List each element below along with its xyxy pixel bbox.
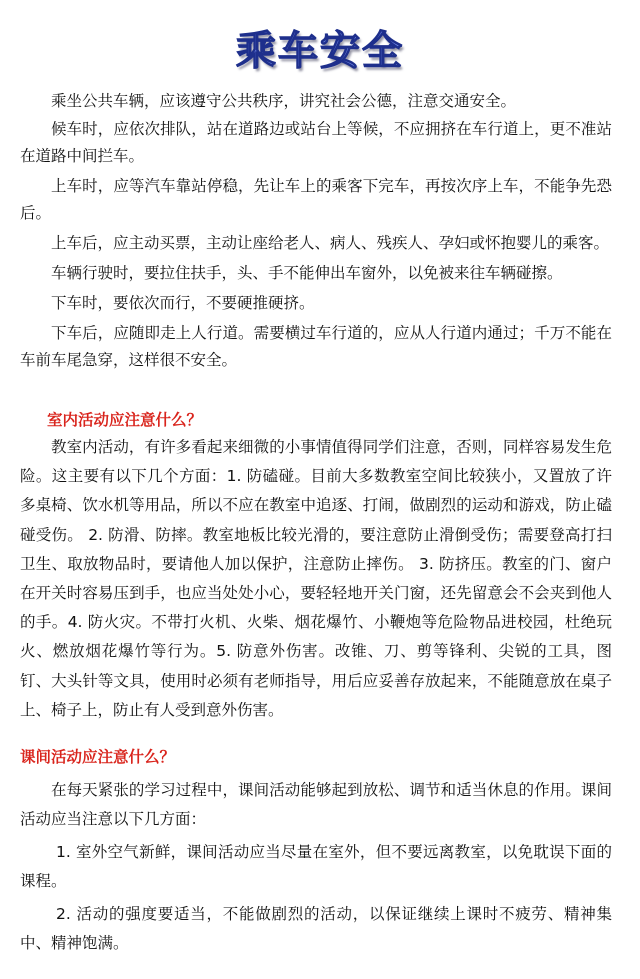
- break-activity-section: [20, 744, 612, 958]
- paragraph: 车辆行驶时，要拉住扶手，头、手不能伸出车窗外，以免被来往车辆碰擦。: [51, 264, 563, 282]
- section-heading-break: 课间活动应注意什么？: [20, 748, 176, 767]
- paragraph: 下车后，应随即走上人行道。需要横过车行道的，应从人行道内通过；千万不能在车前车尾急穿，这样很不安全。: [20, 324, 612, 369]
- list-item: 2. 活动的强度要适当，不能做剧烈的活动，以保证继续上课时不疲劳、精神集中、精神饱满。: [20, 905, 612, 953]
- bus-safety-section: [20, 88, 612, 374]
- paragraph: 上车后，应主动买票，主动让座给老人、病人、残疾人、孕妇或怀抱婴儿的乘客。: [51, 234, 610, 252]
- page-title: 乘车安全: [236, 28, 404, 74]
- section-heading-indoor: 室内活动应注意什么？: [47, 411, 203, 429]
- paragraph: 上车时，应等汽车靠站停稳，先让车上的乘客下完车，再按次序上车，不能争先恐后。: [20, 177, 612, 222]
- document-body: [20, 88, 612, 958]
- paragraph: 候车时，应依次排队，站在道路边或站台上等候，不应拥挤在车行道上，更不准站在道路中间拦车。: [20, 120, 612, 165]
- list-item: 1. 室外空气新鲜，课间活动应当尽量在室外，但不要远离教室，以免耽误下面的课程。: [20, 843, 612, 891]
- paragraph: 教室内活动，有许多看起来细微的小事情值得同学们注意，否则，同样容易发生危险。这主要有以下几个方面：1. 防磕碰。目前大多数教室空间比较狭小，又置放了许多桌椅、饮水机等用品，所以不应在教室中追逐、打闹，做剧烈的运动和游戏，防止磕碰受伤。 2. 防滑、防摔。教室地板比较光滑的，要注意防止滑倒受伤；需要登高打扫卫生、取放物品时，要请他人加以保护，注意防止摔伤。 3. 防挤压。教室的门、窗户在开关时容易压到手，也应当处处小心，要轻轻地开关门窗，还先留意会不会夹到他人的手。4. 防火灾。不带打火机、火柴、烟花爆竹、小鞭炮等危险物品进校园，杜绝玩火、燃放烟花爆竹等行为。5. 防意外伤害。改锥、刀、剪等锋利、尖锐的工具，图钉、大头针等文具，使用时必须有老师指导，用后应妥善存放起来，不能随意放在桌子上、椅子上，防止有人受到意外伤害。: [20, 438, 612, 719]
- paragraph: 在每天紧张的学习过程中，课间活动能够起到放松、调节和适当休息的作用。课间活动应当注意以下几方面：: [20, 781, 612, 829]
- paragraph: 下车时，要依次而行，不要硬推硬挤。: [51, 294, 315, 312]
- paragraph: 乘坐公共车辆，应该遵守公共秩序，讲究社会公德，注意交通安全。: [51, 92, 517, 110]
- indoor-activity-section: [20, 407, 612, 725]
